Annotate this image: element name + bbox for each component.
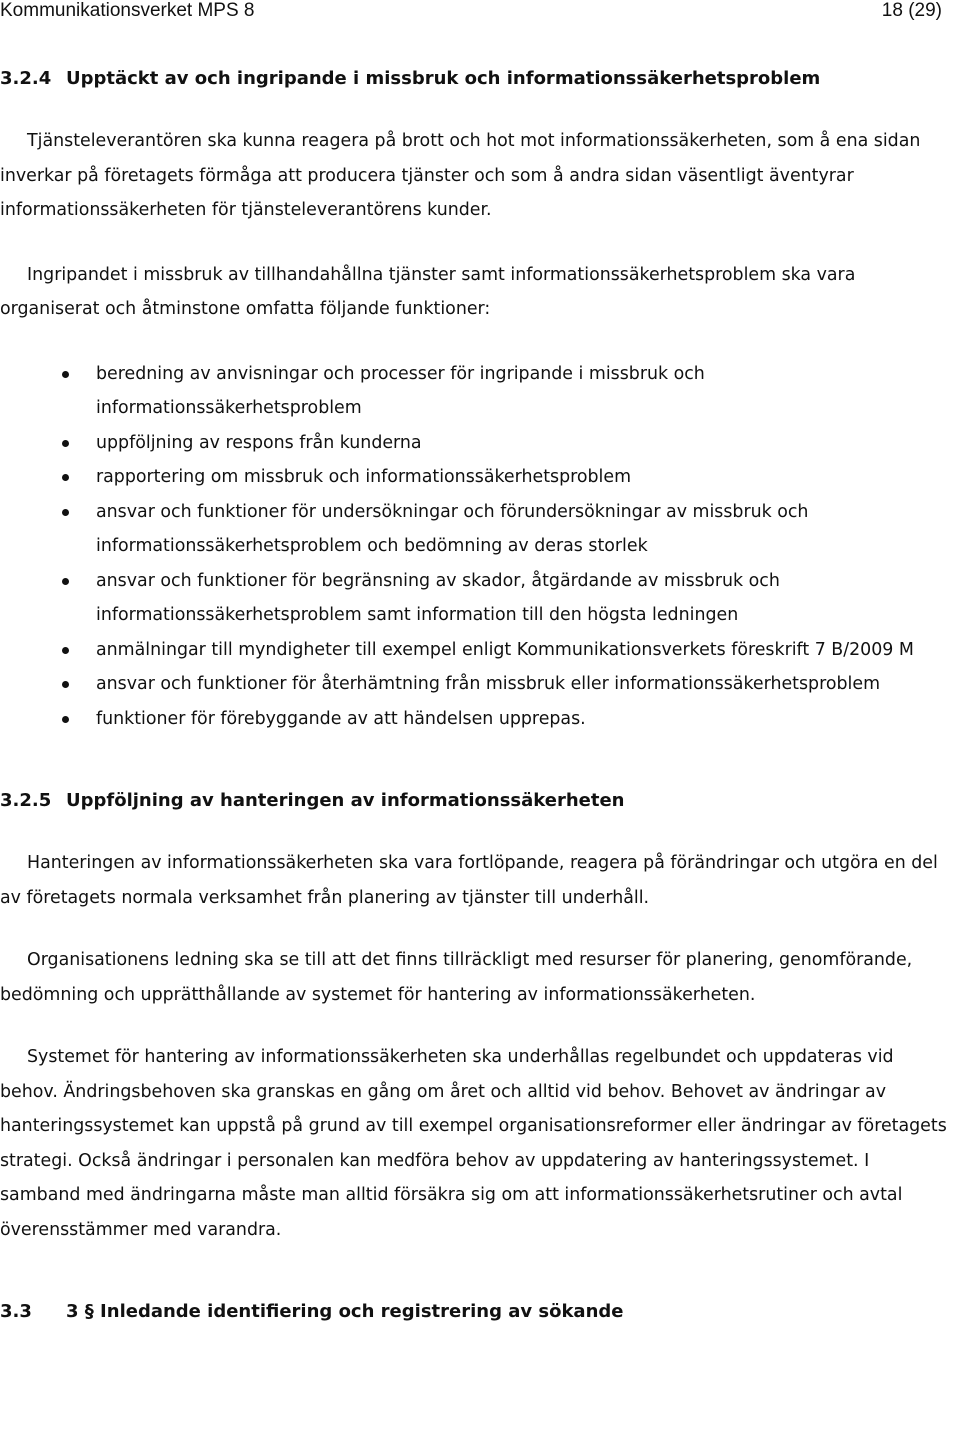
list-item [0,357,948,426]
bullet-icon [62,440,69,447]
bullet-icon [62,716,69,723]
list-item-text: funktioner för förebyggande av att händelsen upprepas. [96,708,586,729]
section-number: 3.3 [0,1301,32,1322]
bullet-icon [62,647,69,654]
bullet-icon [62,578,69,585]
paragraph: Hanteringen av informationssäkerheten ska vara fortlöpande, reagera på förändringar och utgöra en del av företagets normala verksamhet från planering av tjänster till underhåll. [0,853,938,908]
list-item [0,460,948,495]
paragraph: Ingripandet i missbruk av tillhandahållna tjänster samt informationssäkerhetsproblem ska vara organiserat och åtminstone omfatta följande funktioner: [0,264,856,319]
document-title: Kommunikationsverket MPS 8 [0,0,255,21]
bullet-icon [62,474,69,481]
bullet-icon [62,681,69,688]
list-item-text: rapportering om missbruk och informationssäkerhetsproblem [96,467,632,487]
section-number: 3.2.5 [0,790,52,811]
list-item [0,633,948,668]
bullet-icon [62,509,69,516]
list-item [0,667,948,702]
paragraph: Organisationens ledning ska se till att det finns tillräckligt med resurser för planering, genomförande, bedömning och upprätthållande av systemet för hantering av informationssäkerheten. [0,950,913,1005]
section-title: Uppföljning av hanteringen av informationssäkerheten [66,790,625,811]
list-item [0,702,948,737]
paragraph: Systemet för hantering av informationssäkerheten ska underhållas regelbundet och uppdateras vid behov. Ändringsbehoven ska granskas en gång om året och alltid vid behov. Behovet av ändringar av hanteringssystemet kan uppstå på grund av till exempel organisationsreformer eller ändringar av företagets strategi. Också ändringar i personalen kan medföra behov av uppdatering av hanteringssystemet. I samband med ändringarna måste man alltid försäkra sig om att informationssäkerhetsrutiner och avtal överensstämmer med varandra. [0,1047,947,1240]
section-title: Upptäckt av och ingripande i missbruk och informationssäkerhetsproblem [66,68,821,89]
list-item-text: ansvar och funktioner för undersökningar och förundersökningar av missbruk och informationssäkerhetsproblem och bedömning av deras storlek [96,501,809,556]
list-item [0,426,948,461]
list-item [0,564,948,633]
section-number: 3.2.4 [0,68,52,89]
document-body [0,62,948,1329]
bullet-icon [62,371,69,378]
section-3-3-heading [0,1295,948,1329]
section-title: 3 § Inledande identifiering och registrering av sökande [66,1301,624,1322]
page-header [0,0,960,30]
section-3-2-4-heading [0,62,948,96]
list-item-text: ansvar och funktioner för begränsning av skador, åtgärdande av missbruk och informationssäkerhetsproblem samt information till den högsta ledningen [96,570,780,625]
list-item-text: uppföljning av respons från kunderna [96,432,422,453]
section-3-2-5-heading [0,784,948,818]
list-item-text: ansvar och funktioner för återhämtning från missbruk eller informationssäkerhetsproblem [96,674,881,694]
list-item [0,495,948,564]
paragraph: Tjänsteleverantören ska kunna reagera på brott och hot mot informationssäkerheten, som å ena sidan inverkar på företagets förmåga att producera tjänster och som å andra sidan väsentligt äventyrar informationssäkerheten för tjänsteleverantörens kunder. [0,131,921,220]
list-item-text: anmälningar till myndigheter till exempel enligt Kommunikationsverkets föreskrift 7 B/2009 M [96,639,914,660]
page-number: 18 (29) [881,0,942,21]
function-list [0,357,948,737]
list-item-text: beredning av anvisningar och processer för ingripande i missbruk och informationssäkerhetsproblem [96,363,705,418]
